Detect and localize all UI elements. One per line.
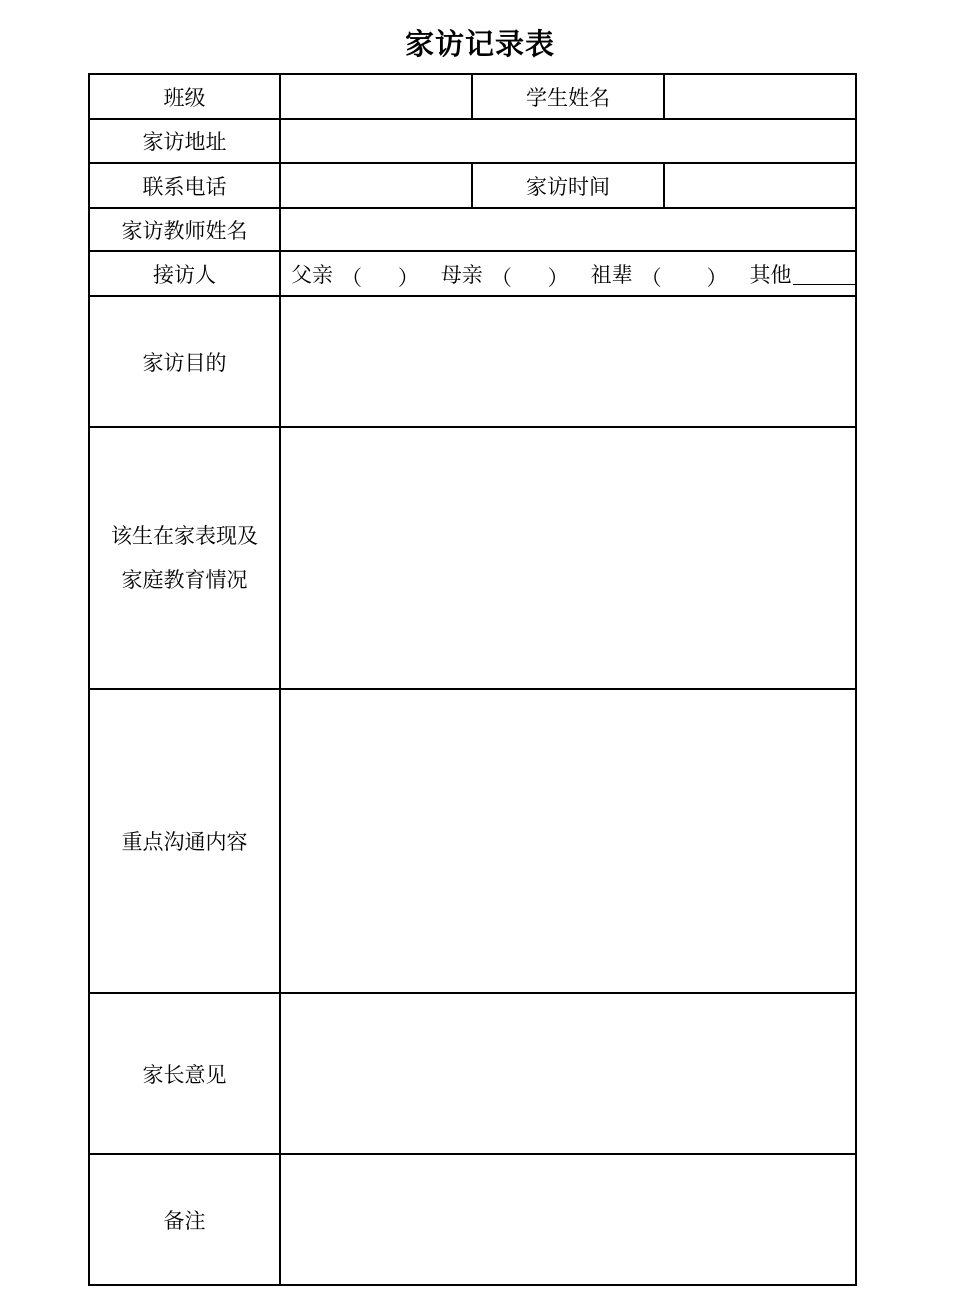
home-performance-field[interactable] [280, 427, 856, 689]
home-performance-label [89, 427, 280, 689]
row-teacher [89, 208, 856, 251]
class-label: 班级 [89, 74, 280, 119]
student-name-label: 学生姓名 [472, 74, 664, 119]
receiver-field [280, 251, 856, 296]
row-key-communication [89, 689, 856, 993]
parent-opinion-field[interactable] [280, 993, 856, 1154]
home-performance-label-line2: 家庭教育情况 [121, 568, 248, 592]
parent-opinion-label: 家长意见 [89, 993, 280, 1154]
home-visit-form [88, 73, 857, 1286]
receiver-option-grandparents: 祖辈 [590, 262, 633, 287]
paren-close: ） [706, 265, 728, 290]
key-communication-field[interactable] [280, 689, 856, 993]
paren-open: （ [341, 265, 362, 290]
paren-close: ） [397, 265, 419, 290]
visit-time-field[interactable] [664, 163, 856, 208]
paren-open: （ [490, 265, 512, 290]
phone-field[interactable] [280, 163, 472, 208]
key-communication-label: 重点沟通内容 [89, 689, 280, 993]
row-phone [89, 163, 856, 208]
row-receiver [89, 251, 856, 296]
remarks-field[interactable] [280, 1154, 856, 1285]
receiver-option-other: 其他 [749, 262, 792, 287]
phone-label: 联系电话 [89, 163, 280, 208]
receiver-option-father: 父亲 [291, 262, 333, 287]
paren-close: ） [547, 265, 569, 290]
home-performance-label-line1: 该生在家表现及 [111, 524, 258, 548]
row-purpose [89, 296, 856, 427]
teacher-name-field[interactable] [280, 208, 856, 251]
purpose-field[interactable] [280, 296, 856, 427]
address-label: 家访地址 [89, 119, 280, 163]
page-title: 家访记录表 [404, 27, 555, 61]
remarks-label: 备注 [89, 1154, 280, 1285]
receiver-label: 接访人 [89, 251, 280, 296]
class-field[interactable] [280, 74, 472, 119]
student-name-field[interactable] [664, 74, 856, 119]
receiver-option-mother: 母亲 [440, 262, 483, 287]
row-address [89, 119, 856, 163]
paren-open: （ [640, 265, 662, 290]
row-parent-opinion [89, 993, 856, 1154]
purpose-label: 家访目的 [89, 296, 280, 427]
address-field[interactable] [280, 119, 856, 163]
teacher-name-label: 家访教师姓名 [89, 208, 280, 251]
visit-time-label: 家访时间 [472, 163, 664, 208]
receiver-other-field[interactable] [793, 262, 855, 285]
row-home-performance [89, 427, 856, 689]
row-remarks [89, 1154, 856, 1285]
row-class [89, 74, 856, 119]
receiver-options [281, 259, 855, 289]
